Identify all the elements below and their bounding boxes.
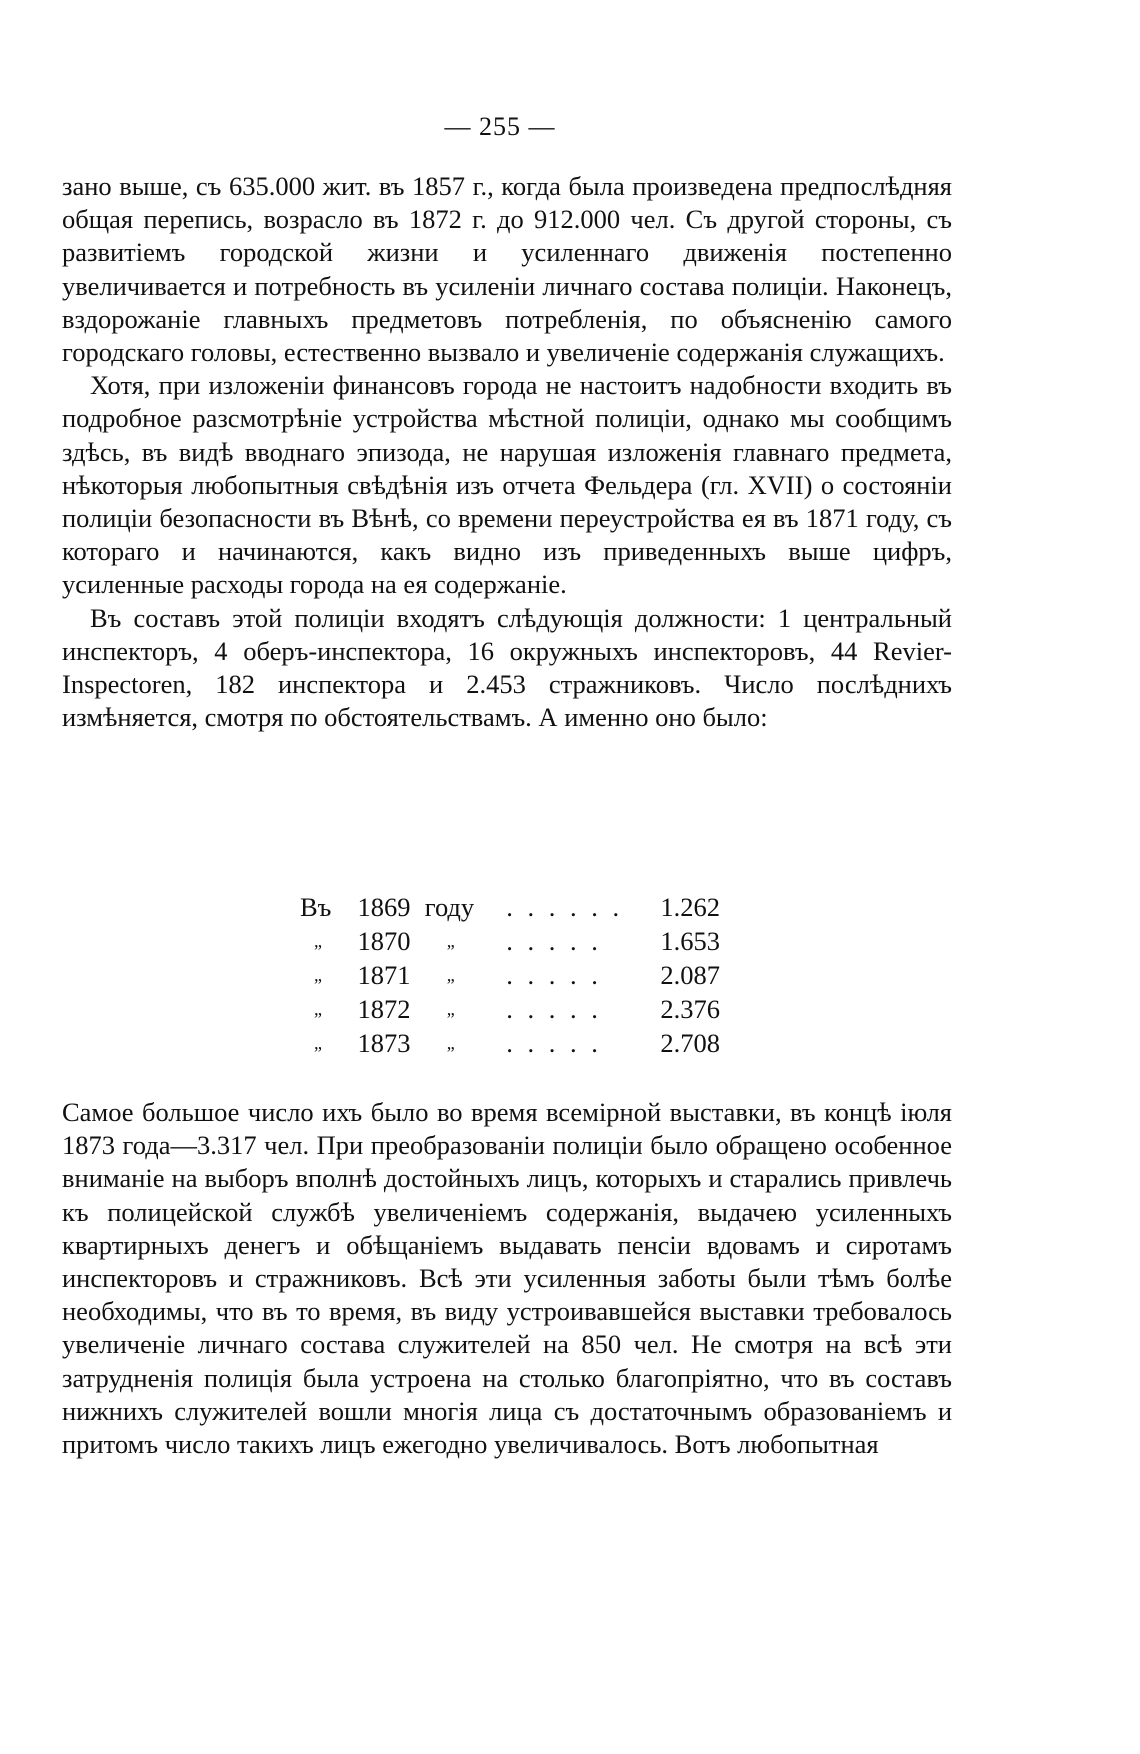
row-prefix: „ (314, 931, 322, 951)
row-word: „ (446, 1033, 455, 1053)
row-word: году (424, 892, 475, 922)
paragraph: зано выше, съ 635.000 жит. въ 1857 г., когда была произведена предпослѣдняя общая перепись, возрасло въ 1872 г. до 912.000 чел. Съ другой стороны, съ развитіемъ городской жизни и усиленнаго движенія постепенно увеличивается и потребность въ усиленіи личнаго состава полиціи. Наконецъ, вздорожаніе главныхъ предметовъ потребленія, по объясненію самого городскаго головы, естественно вызвало и увеличеніе содержанія служащихъ. (62, 171, 952, 368)
table-row (300, 1026, 720, 1060)
row-word: „ (446, 999, 455, 1019)
table-row (300, 958, 720, 992)
row-dots: . . . . . (506, 926, 602, 956)
row-prefix: „ (314, 999, 322, 1019)
paragraph: Хотя, при изложеніи финансовъ города не настоитъ надобности входить въ подробное разсмотрѣніе устройства мѣстной полиціи, однако мы сообщимъ здѣсь, въ видѣ вводнаго эпизода, не нарушая изложенія главнаго предмета, нѣкоторыя любопытныя свѣдѣнія изъ отчета Фельдера (гл. XVII) о состояніи полиціи безопасности въ Вѣнѣ, со времени переустройства ея въ 1871 году, съ котораго и начинаются, какъ видно изъ приведенныхъ выше цифръ, усиленные расходы города на ея содержаніе. (62, 370, 952, 600)
row-prefix: „ (314, 965, 322, 985)
row-dots: . . . . . (506, 960, 602, 990)
row-value: 1.262 (660, 892, 720, 922)
row-prefix: Въ (300, 892, 332, 922)
row-year: 1873 (357, 1028, 411, 1058)
table-row (300, 992, 720, 1026)
row-word: „ (446, 931, 455, 951)
row-value: 2.376 (660, 994, 720, 1024)
row-dots: . . . . . (506, 994, 602, 1024)
paragraph: Самое большое число ихъ было во время всемірной выставки, въ концѣ іюля 1873 года—3.317 чел. При преобразованіи полиціи было обращено особенное вниманіе на выборъ вполнѣ достойныхъ лицъ, которыхъ и старались привлечь къ полицейской службѣ увеличеніемъ содержанія, выдачею усиленныхъ квартирныхъ денегъ и обѣщаніемъ выдавать пенсіи вдовамъ и сиротамъ инспекторовъ и стражниковъ. Всѣ эти усиленныя заботы были тѣмъ болѣе необходимы, что въ то время, въ виду устроивавшейся выставки требовалось увеличеніе личнаго состава служителей на 850 чел. Не смотря на всѣ эти затрудненія полиція была устроена на столько благопріятно, что въ составъ нижнихъ служителей вошли многія лица съ достаточнымъ образованіемъ и притомъ число такихъ лицъ ежегодно увеличивалось. Вотъ любопытная (62, 1097, 952, 1460)
row-prefix: „ (314, 1033, 322, 1053)
police-count-table (300, 890, 720, 1060)
text-block-top (62, 170, 952, 734)
row-word: „ (446, 965, 455, 985)
paragraph: Въ составъ этой полиціи входятъ слѣдующія должности: 1 центральный инспекторъ, 4 оберъ-инспектора, 16 окружныхъ инспекторовъ, 44 Revier-Inspectoren, 182 инспектора и 2.453 стражниковъ. Число послѣднихъ измѣняется, смотря по обстоятельствамъ. А именно оно было: (62, 602, 952, 733)
row-year: 1872 (357, 994, 411, 1024)
row-value: 2.708 (660, 1028, 720, 1058)
row-year: 1869 (357, 892, 411, 922)
row-value: 1.653 (660, 926, 720, 956)
row-dots: . . . . . . (506, 892, 624, 922)
row-value: 2.087 (660, 960, 720, 990)
text-block-bottom (62, 1096, 952, 1461)
row-dots: . . . . . (506, 1028, 602, 1058)
table-row (300, 890, 720, 924)
row-year: 1870 (357, 926, 411, 956)
table-row (300, 924, 720, 958)
page-number: — 255 — (444, 112, 556, 141)
row-year: 1871 (357, 960, 411, 990)
